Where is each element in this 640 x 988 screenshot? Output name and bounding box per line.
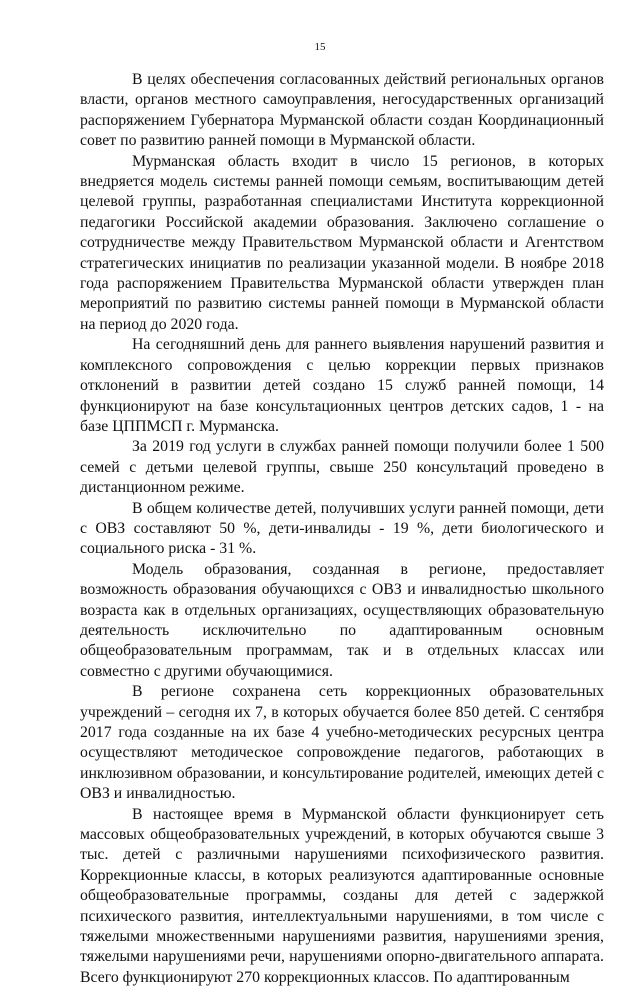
body-text: [80, 70, 604, 988]
paragraph-2019-results: За 2019 год услуги в службах ранней помощи получили более 1 500 семей с детьми целевой группы, свыше 250 консультаций проведено в дистанционном режиме.: [80, 438, 604, 497]
page-number: 15: [314, 41, 326, 53]
paragraph-early-help-services: На сегодняшний день для раннего выявления нарушений развития и комплексного сопровождения с целью коррекции первых признаков отклонений в развитии детей создано 15 служб ранней помощи, 14 функционируют на базе консультационных центров детских садов, 1 - на базе ЦППМСП г. Мурманска.: [80, 336, 604, 435]
paragraph-coordination-council: В целях обеспечения согласованных действий региональных органов власти, органов местного самоуправления, негосударственных организаций распоряжением Губернатора Мурманской области создан Координационный совет по развитию ранней помощи в Мурманской области.: [80, 71, 604, 150]
paragraph-correctional-institutions: В регионе сохранена сеть коррекционных образовательных учреждений – сегодня их 7, в которых обучается более 850 детей. С сентября 2017 года созданные на их базе 4 учебно-методических ресурсных центра осуществляют методическое сопровождение педагогов, работающих в инклюзивном образовании, и консультирование родителей, имеющих детей с ОВЗ и инвалидностью.: [80, 683, 604, 803]
paragraph-mass-schools: В настоящее время в Мурманской области функционирует сеть массовых общеобразовательных учреждений, в которых обучаются свыше 3 тыс. детей с различными нарушениями психофизического развития. Коррекционные классы, в которых реализуются адаптированные основные общеобразовательные программы, созданы для детей с задержкой психического развития, интеллектуальными нарушениями, в том числе с тяжелыми множественными нарушениями развития, нарушениями зрения, тяжелыми нарушениями речи, нарушениями опорно-двигательного аппарата. Всего функционируют 270 коррекционных классов. По адаптированным: [80, 805, 604, 986]
paragraph-children-shares: В общем количестве детей, получивших услуги ранней помощи, дети с ОВЗ составляют 50 %, дети-инвалиды - 19 %, дети биологического и социального риска - 31 %.: [80, 499, 604, 558]
paragraph-education-model: Модель образования, созданная в регионе, предоставляет возможность образования обучающихся с ОВЗ и инвалидностью школьного возраста как в отдельных организациях, осуществляющих образовательную деятельность исключительно по адаптированным основным общеобразовательным программам, так и в отдельных классах или совместно с другими обучающимися.: [80, 560, 604, 680]
paragraph-early-help-model: Мурманская область входит в число 15 регионов, в которых внедряется модель системы ранней помощи семьям, воспитывающим детей целевой группы, разработанная специалистами Института коррекционной педагогики Российской академии образования. Заключено соглашение о сотрудничестве между Правительством Мурманской области и Агентством стратегических инициатив по реализации указанной модели. В ноябре 2018 года распоряжением Правительства Мурманской области утвержден план мероприятий по развитию системы ранней помощи в Мурманской области на период до 2020 года.: [80, 152, 604, 333]
